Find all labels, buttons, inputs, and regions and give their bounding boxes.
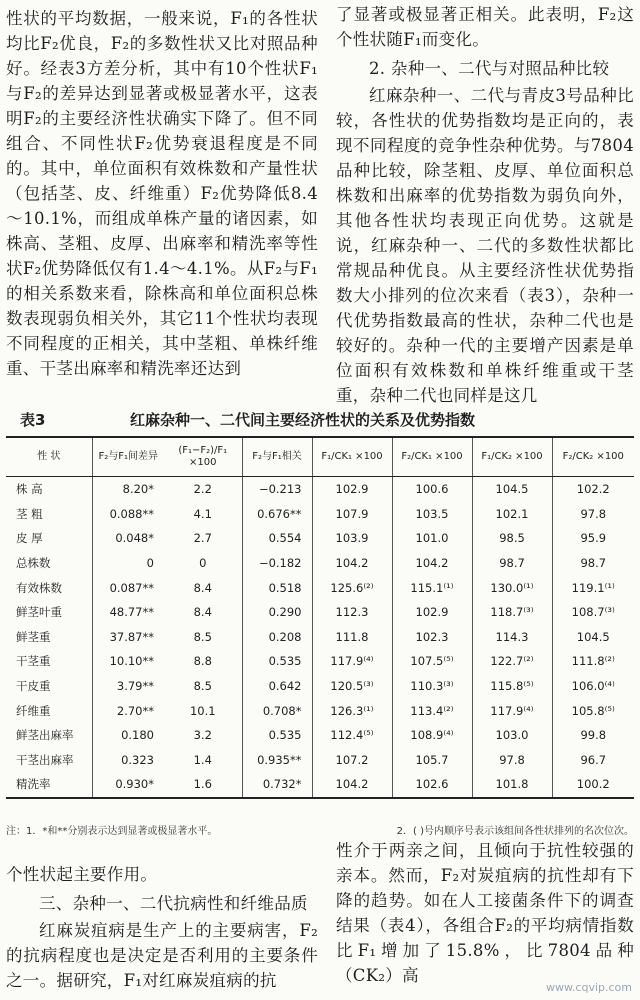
value-cell: 106.0⁽⁴⁾ — [552, 674, 634, 699]
value-cell: 0 — [92, 551, 164, 576]
left-bottom-column — [6, 862, 318, 993]
value-cell: 48.77** — [92, 600, 164, 625]
value-cell: 105.7 — [392, 748, 472, 773]
value-cell: 102.2 — [552, 477, 634, 502]
table-note-2: 2．( )号内顺序号表示该组间各性状排列的名次位次。 — [396, 826, 634, 837]
value-cell: 0.676** — [242, 502, 312, 527]
value-cell: 117.9⁽⁴⁾ — [312, 649, 392, 674]
value-cell: 118.7⁽³⁾ — [472, 600, 552, 625]
value-cell: 0.930* — [92, 772, 164, 798]
value-cell: 111.8⁽²⁾ — [552, 649, 634, 674]
left-bottom-paragraph-2: 红麻炭疽病是生产上的主要病害，F₂的抗病程度也是决定是否利用的主要条件之一。据研究，F₁对红麻炭疽病的抗 — [6, 921, 318, 990]
trait-name-cell: 茎 粗 — [16, 506, 43, 521]
value-cell: 95.9 — [552, 526, 634, 551]
right-paragraph-2: 红麻杂种一、二代与青皮3号品种比较，各性状的优势指数均是正向的，表现不同程度的竞争性杂种优势。与7804品种比较，除茎粗、皮厚、单位面积总株数和出麻率的优势指数为弱负向外，其他各性状均表现正向优势。这就是说，红麻杂种一、二代的多数性状都比常规品种优良。从主要经济性状优势指数大小排列的位次来看（表3），杂种一代优势指数最高的性状，杂种二代也是较好的。杂种一代的主要增产因素是单位面积有效株数和单株纤维重或干茎重，杂种二代也同样是这几 — [336, 86, 634, 405]
table-note-1: 注：1．*和**分别表示达到显著或极显著水平。 — [6, 826, 218, 837]
table-row — [6, 772, 634, 798]
table-row — [6, 502, 634, 527]
value-cell: 96.7 — [552, 748, 634, 773]
value-cell: 102.1 — [472, 502, 552, 527]
value-cell: 102.6 — [392, 772, 472, 798]
table-footnote — [6, 822, 634, 837]
value-cell: 100.2 — [552, 772, 634, 798]
col-header: 性 状 — [6, 437, 92, 477]
col-header: F₂/CK₂ ×100 — [552, 437, 634, 477]
value-cell: 2.7 — [193, 531, 212, 546]
value-cell: 102.3 — [392, 625, 472, 650]
value-cell: 37.87** — [92, 625, 164, 650]
value-cell: 99.8 — [552, 723, 634, 748]
value-cell: 107.5⁽⁵⁾ — [392, 649, 472, 674]
table-row — [6, 698, 634, 723]
value-cell: 103.9 — [312, 526, 392, 551]
table-row — [6, 625, 634, 650]
value-cell: 119.1⁽¹⁾ — [552, 575, 634, 600]
value-cell: 100.6 — [392, 477, 472, 502]
value-cell: 102.9 — [312, 477, 392, 502]
value-cell: 0.088** — [92, 502, 164, 527]
right-bottom-paragraph: 性介于两亲之间，且倾向于抗性较强的亲本。然而，F₂对炭疽病的抗性却有下降的趋势。如在人工接菌条件下的调查结果（表4），各组合F₂的平均病情指数比F₁增加了15.8%，比7804品种（CK₂）高 — [336, 841, 634, 985]
trait-name-cell: 鲜茎重 — [16, 629, 51, 644]
value-cell: 0.180 — [92, 723, 164, 748]
value-cell: 104.2 — [392, 551, 472, 576]
value-cell: 107.2 — [312, 748, 392, 773]
value-cell: 120.5⁽³⁾ — [312, 674, 392, 699]
value-cell: 0.708* — [242, 698, 312, 723]
value-cell: 105.8⁽⁵⁾ — [552, 698, 634, 723]
value-cell: 110.3⁽³⁾ — [392, 674, 472, 699]
value-cell: 0 — [199, 556, 207, 571]
value-cell: 4.1 — [193, 506, 212, 521]
table-title — [20, 407, 620, 433]
trait-name-cell: 鲜茎叶重 — [16, 605, 62, 620]
trait-name-cell: 精洗率 — [6, 772, 92, 798]
value-cell: 0.732* — [242, 772, 312, 798]
trait-name-cell: 株 高 — [16, 482, 43, 497]
value-cell: 130.0⁽¹⁾ — [472, 575, 552, 600]
value-cell: 112.3 — [312, 600, 392, 625]
value-cell: 102.9 — [392, 600, 472, 625]
value-cell: 10.10** — [92, 649, 164, 674]
table-row — [6, 575, 634, 600]
value-cell: 108.7⁽³⁾ — [552, 600, 634, 625]
table-3 — [6, 436, 634, 799]
value-cell: 2.70** — [92, 698, 164, 723]
trait-name-cell: 有效株数 — [16, 580, 62, 595]
table-row — [6, 649, 634, 674]
trait-name-cell: 总株数 — [16, 556, 51, 571]
value-cell: 0.518 — [242, 575, 312, 600]
value-cell: 0.642 — [242, 674, 312, 699]
right-column — [336, 2, 634, 408]
value-cell: 8.5 — [193, 679, 212, 694]
table-header-row — [6, 437, 634, 477]
value-cell: 0.048* — [92, 526, 164, 551]
value-cell: 126.3⁽¹⁾ — [312, 698, 392, 723]
value-cell: −0.182 — [242, 551, 312, 576]
value-cell: 104.2 — [312, 772, 392, 798]
value-cell: 97.8 — [552, 502, 634, 527]
col-header: F₂与F₁间差异 — [92, 437, 164, 477]
value-cell: 0.554 — [242, 526, 312, 551]
table-label: 表3 — [20, 411, 46, 429]
value-cell: 0.087** — [92, 575, 164, 600]
value-cell: 8.8 — [193, 654, 212, 669]
table-row — [6, 723, 634, 748]
value-cell: 125.6⁽²⁾ — [312, 575, 392, 600]
value-cell: 98.7 — [472, 551, 552, 576]
value-cell: 2.2 — [193, 482, 212, 497]
value-cell: 3.2 — [193, 728, 212, 743]
value-cell: 0.323 — [92, 748, 164, 773]
table-body — [6, 477, 634, 798]
value-cell: 117.9⁽⁴⁾ — [472, 698, 552, 723]
value-cell: 104.5 — [472, 477, 552, 502]
value-cell: 97.8 — [472, 748, 552, 773]
value-cell: 98.7 — [552, 551, 634, 576]
col-header: (F₁−F₂)/F₁ ×100 — [164, 437, 242, 477]
col-header: F₂/CK₁ ×100 — [392, 437, 472, 477]
col-header: F₁/CK₂ ×100 — [472, 437, 552, 477]
left-bottom-paragraph-1: 个性状起主要作用。 — [6, 865, 158, 884]
trait-name-cell: 鲜茎出麻率 — [16, 728, 74, 743]
value-cell: 0.935** — [242, 748, 312, 773]
trait-name-cell: 干茎出麻率 — [16, 752, 74, 767]
value-cell: 10.1 — [189, 703, 216, 718]
col-header: F₂与F₁相关 — [242, 437, 312, 477]
trait-name-cell: 皮 厚 — [16, 531, 43, 546]
value-cell: 1.6 — [164, 772, 242, 798]
value-cell: 114.3 — [472, 625, 552, 650]
table-row — [6, 600, 634, 625]
value-cell: 111.8 — [312, 625, 392, 650]
value-cell: 8.4 — [193, 605, 212, 620]
value-cell: 108.9⁽⁴⁾ — [392, 723, 472, 748]
value-cell: 112.4⁽⁵⁾ — [312, 723, 392, 748]
value-cell: 0.290 — [242, 600, 312, 625]
section-heading-2: 2. 杂种一、二代与对照品种比较 — [369, 59, 610, 78]
trait-name-cell: 干皮重 — [16, 679, 51, 694]
value-cell: 104.5 — [552, 625, 634, 650]
value-cell: 101.8 — [472, 772, 552, 798]
section-heading-3: 三、杂种一、二代抗病性和纤维品质 — [39, 894, 308, 913]
table-row — [6, 526, 634, 551]
value-cell: 107.9 — [312, 502, 392, 527]
value-cell: 115.8⁽⁵⁾ — [472, 674, 552, 699]
value-cell: 101.0 — [392, 526, 472, 551]
value-cell: 1.4 — [193, 752, 212, 767]
trait-name-cell: 干茎重 — [16, 654, 51, 669]
left-column — [6, 6, 318, 381]
right-paragraph-1: 了显著或极显著正相关。此表明，F₂这个性状随F₁而变化。 — [336, 5, 634, 49]
value-cell: 98.5 — [472, 526, 552, 551]
value-cell: −0.213 — [242, 477, 312, 502]
value-cell: 0.535 — [242, 723, 312, 748]
table-row — [6, 748, 634, 773]
value-cell: 8.5 — [193, 629, 212, 644]
table-row — [6, 674, 634, 699]
right-bottom-column — [336, 838, 634, 988]
value-cell: 3.79** — [92, 674, 164, 699]
table-row — [6, 477, 634, 502]
value-cell: 103.5 — [392, 502, 472, 527]
value-cell: 8.20* — [92, 477, 164, 502]
watermark: www.cqvip.com — [545, 981, 632, 994]
value-cell: 104.2 — [312, 551, 392, 576]
left-paragraph: 性状的平均数据，一般来说，F₁的各性状均比F₂优良，F₂的多数性状又比对照品种好。经表3方差分析，其中有10个性状F₁与F₂的差异达到显著或极显著水平，这表明F₂的主要经济性状确实下降了。但不同组合、不同性状F₂优势衰退程度是不同的。其中，单位面积有效株数和产量性状（包括茎、皮、纤维重）F₂优势降低8.4～10.1%，而组成单株产量的诸因素，如株高、茎粗、皮厚、出麻率和精洗率等性状F₂优势降低仅有1.4～4.1%。从F₂与F₁的相关系数来看，除株高和单位面积总株数表现弱负相关外，其它11个性状均表现不同程度的正相关，其中茎粗、单株纤维重、干茎出麻率和精洗率还达到 — [6, 9, 318, 378]
value-cell: 0.208 — [242, 625, 312, 650]
table-caption: 红麻杂种一、二代间主要经济性状的关系及优势指数 — [130, 411, 476, 429]
col-header: F₁/CK₁ ×100 — [312, 437, 392, 477]
value-cell: 103.0 — [472, 723, 552, 748]
table-row — [6, 551, 634, 576]
trait-name-cell: 纤维重 — [16, 703, 51, 718]
value-cell: 115.1⁽¹⁾ — [392, 575, 472, 600]
value-cell: 0.535 — [242, 649, 312, 674]
value-cell: 8.4 — [193, 580, 212, 595]
value-cell: 113.4⁽²⁾ — [392, 698, 472, 723]
value-cell: 122.7⁽²⁾ — [472, 649, 552, 674]
